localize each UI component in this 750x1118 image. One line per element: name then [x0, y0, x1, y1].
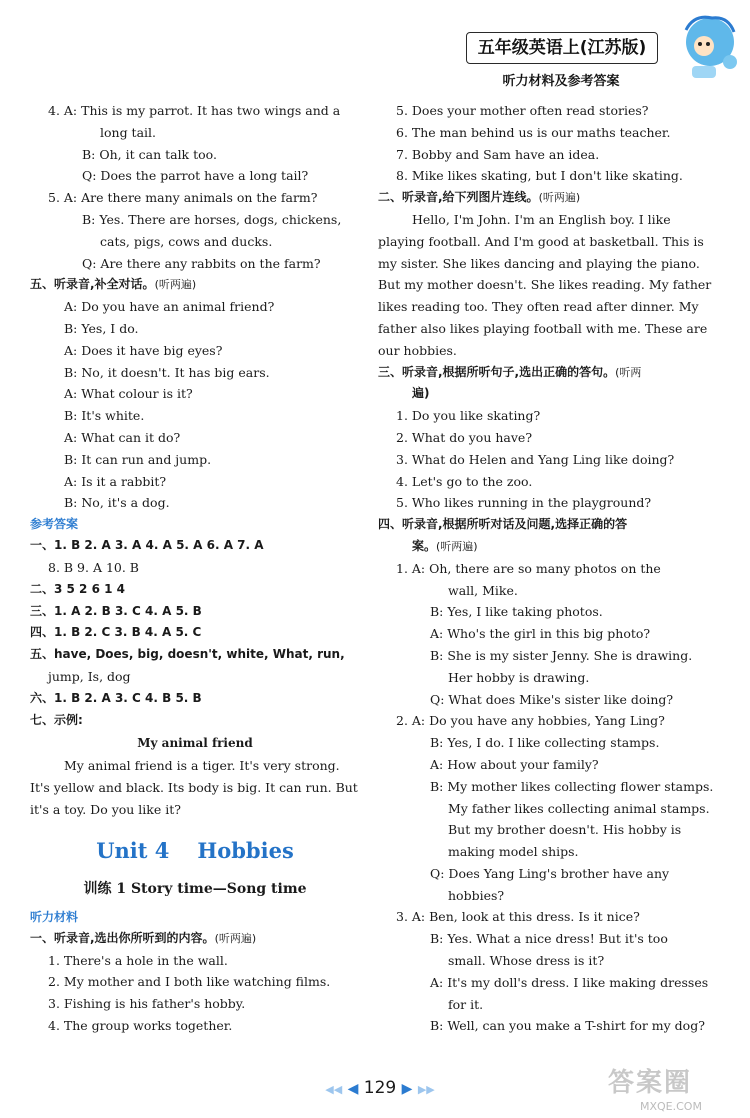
line-text: 7. Bobby and Sam have an idea.	[396, 146, 600, 162]
watermark-text: 答案圈	[608, 1068, 693, 1098]
line-text: 六、1. B 2. A 3. C 4. B 5. B	[30, 690, 202, 705]
text-line	[378, 863, 708, 885]
section-heading	[30, 710, 360, 732]
watermark	[608, 1062, 742, 1114]
text-line	[378, 165, 708, 187]
line-text: 4. A: This is my parrot. It has two wings and a	[48, 103, 341, 118]
section-heading	[30, 579, 360, 601]
book-subtitle: 听力材料及参考答案	[502, 74, 620, 89]
line-text: 2. What do you have?	[396, 429, 533, 445]
line-text: our hobbies.	[378, 342, 457, 358]
listening-part-1	[30, 928, 360, 1037]
text-line	[30, 492, 360, 514]
section-heading	[378, 536, 708, 558]
line-text: hobbies?	[448, 887, 505, 903]
text-line	[378, 950, 708, 972]
listening-text-continued	[30, 100, 360, 514]
listen-twice-note: (听两遍)	[214, 931, 257, 945]
listen-twice-note: (听两遍)	[436, 539, 478, 553]
line-text: 2. My mother and I both like watching films.	[48, 974, 331, 990]
listen-twice-note: (听两遍)	[154, 278, 197, 292]
line-text: 一、听录音,选出你所听到的内容。	[30, 930, 215, 945]
mascot-illustration	[664, 10, 744, 82]
line-text: my sister. She likes dancing and playing the piano.	[378, 255, 700, 271]
text-line	[378, 144, 708, 166]
line-text: Q: What does Mike's sister like doing?	[430, 691, 674, 707]
line-text: 二、听录音,给下列图片连线。	[378, 190, 539, 205]
text-line	[30, 993, 360, 1015]
line-text: 3. What do Helen and Yang Ling like doing?	[396, 451, 675, 467]
text-line	[378, 601, 708, 623]
text-line	[30, 383, 360, 405]
line-text: 五、have, Does, big, doesn't, white, What, run,	[30, 647, 345, 662]
line-text: 七、示例:	[30, 712, 83, 727]
section-heading	[30, 535, 360, 557]
text-line	[378, 340, 708, 362]
text-line	[30, 144, 360, 166]
text-line	[30, 209, 360, 231]
page-footer	[300, 1078, 460, 1102]
text-line	[378, 776, 714, 798]
text-line	[378, 819, 708, 841]
line-text: 1. Do you like skating?	[396, 408, 541, 424]
line-text: 4. The group works together.	[48, 1017, 233, 1033]
left-column	[30, 100, 360, 1037]
line-text: B: Yes, I like taking photos.	[430, 604, 603, 620]
line-text: B: Oh, it can talk too.	[82, 146, 217, 162]
line-text: A: Do you have an animal friend?	[64, 299, 275, 315]
line-text: small. Whose dress is it?	[448, 953, 605, 969]
line-text: 3. A: Ben, look at this dress. Is it nice?	[396, 909, 640, 925]
line-text: 1. A: Oh, there are so many photos on the	[396, 560, 661, 576]
page-number: 129	[363, 1078, 397, 1098]
text-line	[378, 231, 708, 253]
unit-title	[30, 831, 360, 871]
text-line	[30, 405, 360, 427]
line-text: jump, Is, dog	[48, 668, 131, 684]
text-line	[378, 274, 712, 296]
text-line	[378, 449, 708, 471]
unit-number: Unit 4	[96, 837, 170, 863]
section-heading	[378, 362, 708, 384]
section-heading	[30, 274, 360, 296]
line-text: 三、1. A 2. B 3. C 4. A 5. B	[30, 603, 202, 618]
line-text: 6. The man behind us is our maths teacher.	[396, 124, 671, 140]
line-text: B: Yes, I do.	[64, 320, 139, 336]
text-line	[378, 253, 708, 275]
line-text: 遍)	[412, 386, 430, 401]
line-text: A: Does it have big eyes?	[64, 342, 223, 358]
text-line	[378, 122, 708, 144]
text-line	[378, 318, 708, 340]
answer-key	[30, 535, 360, 731]
line-text: B: Yes. There are horses, dogs, chickens,	[82, 211, 342, 227]
text-line	[378, 471, 708, 493]
answers-heading: 参考答案	[30, 517, 79, 532]
text-line	[30, 231, 360, 253]
text-line	[30, 1015, 360, 1037]
line-text: 四、听录音,根据所听对话及问题,选择正确的答	[378, 517, 628, 532]
line-text: B: No, it doesn't. It has big ears.	[64, 364, 270, 380]
text-line	[378, 580, 708, 602]
line-text: Q: Are there any rabbits on the farm?	[82, 255, 321, 271]
line-text: 一、1. B 2. A 3. A 4. A 5. A 6. A 7. A	[30, 538, 264, 553]
listening-text-right	[378, 100, 714, 1037]
line-text: 4. Let's go to the zoo.	[396, 473, 533, 489]
line-text: Hello, I'm John. I'm an English boy. I like	[412, 211, 671, 227]
line-text: But my mother doesn't. She likes reading. My father	[378, 277, 712, 293]
text-line	[378, 972, 708, 994]
line-text: B: Yes, I do. I like collecting stamps.	[430, 735, 660, 751]
line-text: wall, Mike.	[448, 582, 518, 598]
line-text: Q: Does the parrot have a long tail?	[82, 168, 309, 184]
text-line	[378, 754, 708, 776]
line-text: 五、听录音,补全对话。	[30, 277, 155, 292]
text-line	[378, 841, 708, 863]
text-line	[30, 362, 360, 384]
text-line	[378, 689, 708, 711]
text-line	[378, 296, 708, 318]
section-heading	[30, 928, 360, 950]
text-line	[30, 296, 360, 318]
text-line	[378, 885, 708, 907]
line-text: Q: Does Yang Ling's brother have any	[430, 865, 670, 881]
line-text: 8. Mike likes skating, but I don't like skating.	[396, 168, 683, 184]
text-line	[378, 667, 708, 689]
text-line	[378, 100, 708, 122]
line-text: 三、听录音,根据所听句子,选出正确的答句。	[378, 364, 616, 379]
line-text: 8. B 9. A 10. B	[48, 559, 139, 575]
line-text: A: Who's the girl in this big photo?	[430, 626, 651, 642]
essay-line: it's a toy. Do you like it?	[30, 801, 181, 817]
section-heading	[30, 622, 360, 644]
text-line	[378, 906, 708, 928]
line-text: long tail.	[100, 124, 156, 140]
line-text: 3. Fishing is his father's hobby.	[48, 996, 246, 1012]
text-line	[30, 471, 360, 493]
line-text: B: She is my sister Jenny. She is drawing.	[430, 647, 693, 663]
line-text: 1. There's a hole in the wall.	[48, 952, 228, 968]
text-line	[30, 950, 360, 972]
line-text: B: My mother likes collecting flower stamps.	[430, 778, 714, 794]
right-column	[378, 100, 714, 1037]
line-text: 5. Who likes running in the playground?	[396, 495, 652, 511]
prev-arrow-icon: ◀	[347, 1081, 359, 1097]
line-text: A: Is it a rabbit?	[64, 473, 167, 489]
text-line	[30, 165, 360, 187]
line-text: cats, pigs, cows and ducks.	[100, 233, 273, 249]
text-line	[30, 427, 360, 449]
text-line	[378, 492, 708, 514]
line-text: B: Yes. What a nice dress! But it's too	[430, 931, 668, 947]
line-text: 5. A: Are there many animals on the farm?	[48, 190, 318, 206]
line-text: playing football. And I'm good at basketball. This is	[378, 233, 704, 249]
text-line	[378, 994, 708, 1016]
line-text: 案。	[412, 538, 437, 553]
line-text: A: It's my doll's dress. I like making dresses	[430, 974, 709, 990]
prev-small-icon: ◀◀	[325, 1083, 343, 1096]
line-text: A: What can it do?	[64, 429, 181, 445]
line-text: B: Well, can you make a T-shirt for my dog?	[430, 1018, 705, 1034]
line-text: 2. A: Do you have any hobbies, Yang Ling?	[396, 713, 665, 729]
line-text: father also likes playing football with me. These are	[378, 320, 708, 336]
line-text: A: How about your family?	[430, 756, 599, 772]
listening-heading: 听力材料	[30, 909, 79, 924]
text-line	[378, 427, 708, 449]
line-text: B: No, it's a dog.	[64, 495, 170, 511]
section-heading	[30, 601, 360, 623]
text-line	[378, 623, 708, 645]
line-text: My father likes collecting animal stamps.	[448, 800, 710, 816]
line-text: B: It can run and jump.	[64, 451, 212, 467]
text-line	[378, 928, 708, 950]
text-line	[30, 340, 360, 362]
text-line	[378, 209, 708, 231]
section-heading	[378, 383, 708, 405]
line-text: likes reading too. They often read after dinner. My	[378, 299, 699, 315]
text-line	[30, 449, 360, 471]
text-line	[378, 645, 708, 667]
line-text: 5. Does your mother often read stories?	[396, 103, 649, 118]
next-small-icon: ▶▶	[417, 1083, 435, 1096]
line-text: But my brother doesn't. His hobby is	[448, 822, 682, 838]
text-line	[378, 558, 708, 580]
line-text: for it.	[448, 996, 484, 1012]
text-line	[30, 318, 360, 340]
text-line	[378, 1015, 708, 1037]
line-text: A: What colour is it?	[64, 386, 193, 402]
next-arrow-icon: ▶	[401, 1081, 413, 1097]
essay-line: My animal friend is a tiger. It's very strong.	[64, 758, 340, 774]
text-line	[30, 666, 360, 688]
text-line	[30, 253, 360, 275]
listen-twice-note: (听两遍)	[538, 191, 581, 205]
book-title: 五年级英语上(江苏版)	[466, 32, 658, 64]
unit-name: Hobbies	[197, 837, 294, 863]
text-line	[30, 187, 360, 209]
line-text: Her hobby is drawing.	[448, 669, 590, 685]
essay-line: It's yellow and black. Its body is big. It can run. But	[30, 780, 358, 796]
text-line	[30, 100, 360, 122]
lesson-title: 训练 1 Story time—Song time	[83, 880, 307, 897]
text-line	[30, 971, 360, 993]
section-heading	[30, 688, 360, 710]
essay-body	[30, 755, 360, 820]
line-text: B: It's white.	[64, 408, 145, 424]
line-text: 四、1. B 2. C 3. B 4. A 5. C	[30, 625, 202, 640]
text-line	[378, 710, 708, 732]
line-text: 二、3 5 2 6 1 4	[30, 581, 125, 596]
essay-title: My animal friend	[137, 736, 253, 751]
section-heading	[378, 187, 708, 209]
listen-twice-note: (听两	[615, 365, 642, 379]
watermark-url: MXQE.COM	[640, 1100, 702, 1113]
text-line	[378, 732, 708, 754]
text-line	[30, 557, 360, 579]
line-text: making model ships.	[448, 844, 579, 860]
text-line	[378, 405, 708, 427]
text-line	[378, 798, 708, 820]
text-line	[30, 122, 360, 144]
section-heading	[30, 644, 360, 666]
section-heading	[378, 514, 708, 536]
